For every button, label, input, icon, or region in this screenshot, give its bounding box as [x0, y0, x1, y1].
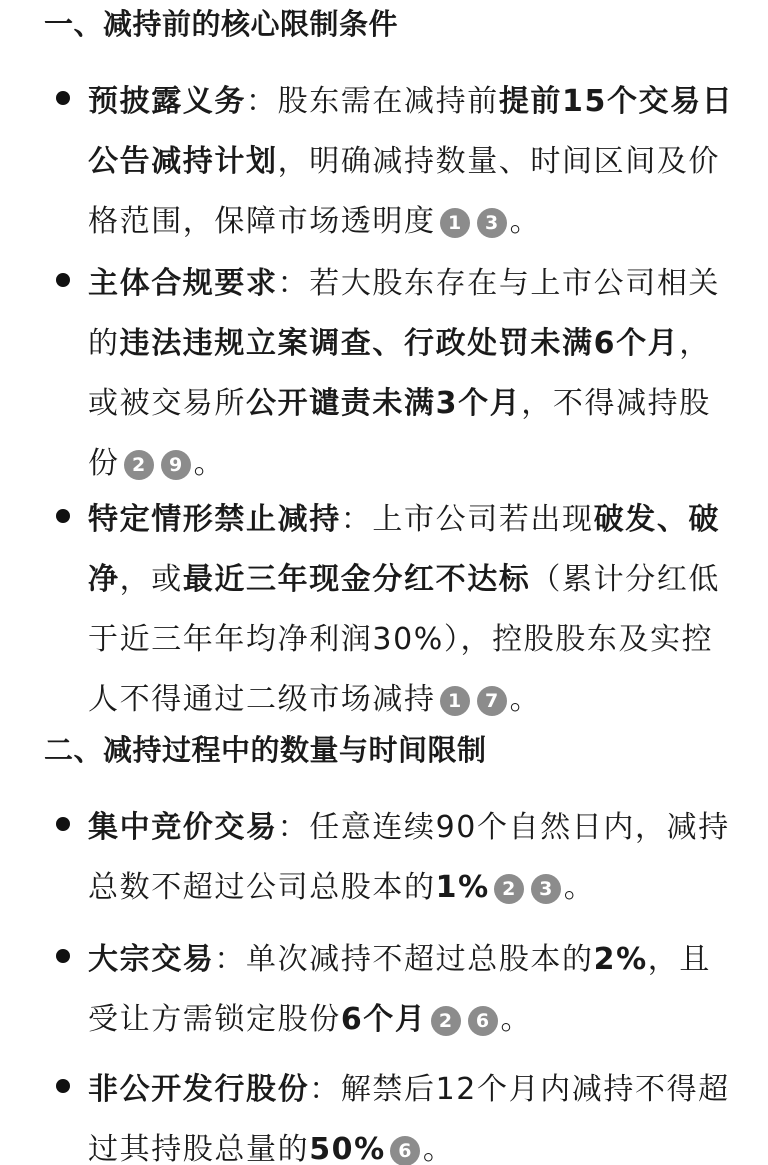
item-bold-text: 6个月: [340, 1002, 427, 1037]
item-label: 主体合规要求: [88, 266, 278, 301]
item-end: 。: [500, 1002, 533, 1037]
bullet-icon: [56, 1079, 70, 1093]
bullet-icon: [56, 273, 70, 287]
item-colon: ：: [277, 810, 310, 845]
item-bold-text: 公开谴责未满3个月: [246, 386, 522, 421]
item-bold-text: 2%: [593, 942, 648, 977]
bullet-icon: [56, 949, 70, 963]
item-end: 。: [563, 870, 596, 905]
list-item-auction-trading: [44, 798, 734, 918]
item-label: 非公开发行股份: [88, 1072, 310, 1107]
list-item-text: [88, 254, 734, 494]
item-end: 。: [509, 682, 542, 717]
item-end: 。: [193, 446, 226, 481]
citation-badge[interactable]: 2: [431, 1006, 461, 1036]
item-label: 集中竞价交易: [88, 810, 278, 845]
item-text: ，且受让方需锁定股份: [88, 942, 711, 1037]
bullet-icon: [56, 91, 70, 105]
list-item-text: [88, 490, 734, 730]
citation-badge[interactable]: 1: [440, 686, 470, 716]
item-bold-text: 50%: [309, 1132, 386, 1165]
list-item-text: [88, 930, 734, 1050]
item-text: ，不得减持股份: [88, 386, 711, 481]
item-text: 上市公司若出现: [372, 502, 594, 537]
item-label: 大宗交易: [88, 942, 215, 977]
list-item-text: [88, 1060, 734, 1165]
item-text: 股东需在减持前: [277, 84, 499, 119]
item-bold-text: 提前15个交易日公告减持计划: [88, 84, 734, 179]
citation-badge[interactable]: 9: [161, 450, 191, 480]
citation-badge[interactable]: 7: [477, 686, 507, 716]
list-item-text: [88, 798, 734, 918]
item-text: 任意连续90个自然日内，减持总数不超过公司总股本的: [88, 810, 730, 905]
citation-badge[interactable]: 6: [468, 1006, 498, 1036]
item-bold-text: 最近三年现金分红不达标: [182, 562, 531, 597]
citation-badge[interactable]: 6: [390, 1136, 420, 1165]
item-end: 。: [422, 1132, 455, 1165]
item-text: ，或被交易所: [88, 326, 711, 421]
item-bold-text: 违法违规立案调查、行政处罚未满6个月: [119, 326, 680, 361]
bullet-icon: [56, 817, 70, 831]
item-text: 解禁后12个月内减持不得超过其持股总量的: [88, 1072, 730, 1165]
item-text: 若大股东存在与上市公司相关的: [88, 266, 721, 361]
citation-badge[interactable]: 2: [124, 450, 154, 480]
bullet-icon: [56, 509, 70, 523]
item-colon: ：: [214, 942, 247, 977]
item-colon: ：: [309, 1072, 341, 1107]
item-text: （累计分红低于近三年年均净利润30%），控股股东及实控人不得通过二级市场减持: [88, 562, 721, 717]
list-item-text: [88, 72, 734, 252]
citation-badge[interactable]: 2: [494, 874, 524, 904]
item-colon: ：: [277, 266, 310, 301]
section-heading-1: 一、减持前的核心限制条件: [44, 7, 399, 41]
item-end: 。: [509, 204, 542, 239]
item-bold-text: 破发、破净: [88, 502, 721, 597]
list-item-special-cases: [44, 490, 734, 730]
item-colon: ：: [340, 502, 373, 537]
list-item-pre-disclosure: [44, 72, 734, 252]
list-item-compliance: [44, 254, 734, 494]
item-label: 预披露义务: [88, 84, 246, 119]
item-text: ，明确减持数量、时间区间及价格范围，保障市场透明度: [88, 144, 721, 239]
item-bold-text: 1%: [435, 870, 490, 905]
item-text: ，或: [119, 562, 183, 597]
list-item-block-trading: [44, 930, 734, 1050]
item-label: 特定情形禁止减持: [88, 502, 341, 537]
item-text: 单次减持不超过总股本的: [246, 942, 594, 977]
citation-badge[interactable]: 1: [440, 208, 470, 238]
item-colon: ：: [246, 84, 278, 119]
citation-badge[interactable]: 3: [531, 874, 561, 904]
citation-badge[interactable]: 3: [477, 208, 507, 238]
list-item-private-placement: [44, 1060, 734, 1165]
section-heading-2: 二、减持过程中的数量与时间限制: [44, 733, 487, 767]
